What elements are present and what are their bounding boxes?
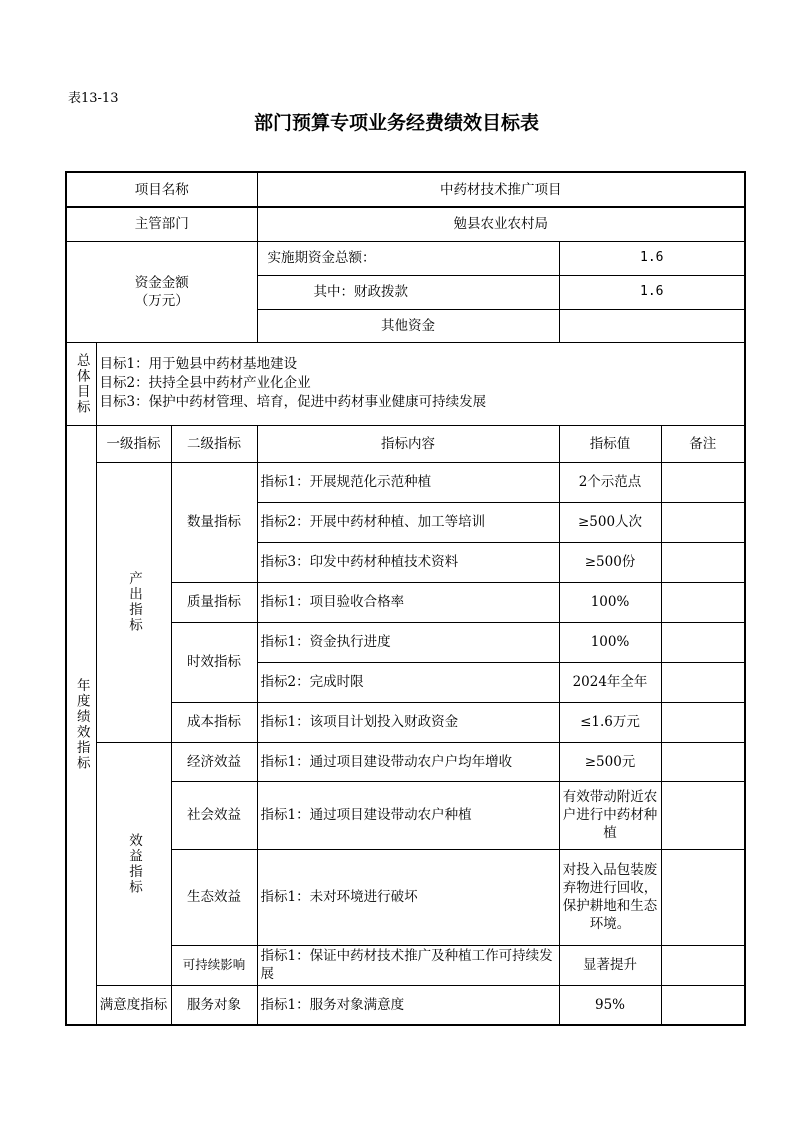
t2-value: 2024年全年 — [559, 662, 661, 702]
funds-fiscal-value: 1.6 — [559, 275, 745, 309]
project-name-label: 项目名称 — [66, 172, 257, 207]
q2-value: ≥500人次 — [559, 502, 661, 542]
q2-note — [661, 502, 745, 542]
funds-total-value: 1.6 — [559, 241, 745, 275]
goals-content — [96, 342, 745, 425]
performance-table — [65, 171, 746, 1026]
dept-label: 主管部门 — [66, 207, 257, 241]
benefit-indicators-label: 效益指标 — [126, 832, 142, 895]
t1-note — [661, 622, 745, 662]
s1-value: 有效带动附近农户进行中药材种植 — [559, 781, 661, 849]
c1-value: ≤1.6万元 — [559, 702, 661, 742]
timeliness-indicator-label: 时效指标 — [171, 622, 257, 702]
cost-indicator-label: 成本指标 — [171, 702, 257, 742]
su1-content: 指标1：保证中药材技术推广及种植工作可持续发展 — [257, 945, 559, 985]
service-object-label: 服务对象 — [171, 985, 257, 1025]
ql1-value: 100% — [559, 582, 661, 622]
c1-note — [661, 702, 745, 742]
quality-indicator-label: 质量指标 — [171, 582, 257, 622]
sv1-content: 指标1：服务对象满意度 — [257, 985, 559, 1025]
t1-content: 指标1：资金执行进度 — [257, 622, 559, 662]
goal-item-2: 目标2：扶持全县中药材产业化企业 — [99, 375, 311, 391]
project-name-value: 中药材技术推广项目 — [257, 172, 745, 207]
q1-value: 2个示范点 — [559, 462, 661, 502]
q1-content: 指标1：开展规范化示范种植 — [257, 462, 559, 502]
e1-value: ≥500元 — [559, 742, 661, 781]
output-indicators-label: 产出指标 — [126, 571, 142, 633]
header-content: 指标内容 — [257, 425, 559, 462]
dept-value: 勉县农业农村局 — [257, 207, 745, 241]
q3-content: 指标3：印发中药材种植技术资料 — [257, 542, 559, 582]
su1-note — [661, 945, 745, 985]
q3-note — [661, 542, 745, 582]
table-code: 表13-13 — [68, 91, 119, 106]
e1-content: 指标1：通过项目建设带动农户户均年增收 — [257, 742, 559, 781]
header-note: 备注 — [661, 425, 745, 462]
page-title: 部门预算专项业务经费绩效目标表 — [253, 112, 539, 134]
ql1-note — [661, 582, 745, 622]
q1-note — [661, 462, 745, 502]
social-benefit-label: 社会效益 — [171, 781, 257, 849]
s1-content: 指标1：通过项目建设带动农户种植 — [257, 781, 559, 849]
e1-note — [661, 742, 745, 781]
goal-item-1: 目标1：用于勉县中药材基地建设 — [99, 356, 298, 372]
sv1-value: 95% — [559, 985, 661, 1025]
funds-other-value — [559, 309, 745, 342]
eco1-value: 对投入品包装废弃物进行回收，保护耕地和生态环境。 — [559, 849, 661, 945]
eco1-content: 指标1：未对环境进行破坏 — [257, 849, 559, 945]
header-level2: 二级指标 — [171, 425, 257, 462]
goals-label: 总体目标 — [73, 352, 90, 415]
funds-label-line1: 资金金额 — [134, 274, 189, 291]
annual-indicators-label-cell — [66, 425, 96, 1025]
q3-value: ≥500份 — [559, 542, 661, 582]
funds-fiscal-label: 其中：财政拨款 — [257, 275, 559, 309]
output-indicators-label-cell — [96, 462, 171, 742]
quantity-indicator-label: 数量指标 — [171, 462, 257, 582]
t2-content: 指标2：完成时限 — [257, 662, 559, 702]
funds-label-line2: （万元） — [134, 292, 189, 309]
goal-item-3: 目标3：保护中药材管理、培育，促进中药材事业健康可持续发展 — [99, 394, 487, 410]
sv1-note — [661, 985, 745, 1025]
eco1-note — [661, 849, 745, 945]
header-value: 指标值 — [559, 425, 661, 462]
c1-content: 指标1：该项目计划投入财政资金 — [257, 702, 559, 742]
funds-total-label: 实施期资金总额： — [257, 241, 559, 275]
su1-value: 显著提升 — [559, 945, 661, 985]
ql1-content: 指标1：项目验收合格率 — [257, 582, 559, 622]
funds-label — [66, 241, 257, 342]
benefit-indicators-label-cell — [96, 742, 171, 985]
t2-note — [661, 662, 745, 702]
q2-content: 指标2：开展中药材种植、加工等培训 — [257, 502, 559, 542]
goals-label-cell — [66, 342, 96, 425]
eco-benefit-label: 生态效益 — [171, 849, 257, 945]
header-level1: 一级指标 — [96, 425, 171, 462]
satisfaction-indicators-label: 满意度指标 — [96, 985, 171, 1025]
economic-benefit-label: 经济效益 — [171, 742, 257, 781]
s1-note — [661, 781, 745, 849]
funds-other-label: 其他资金 — [257, 309, 559, 342]
sustainable-impact-label: 可持续影响 — [171, 945, 257, 985]
annual-indicators-label: 年度绩效指标 — [73, 678, 90, 772]
t1-value: 100% — [559, 622, 661, 662]
